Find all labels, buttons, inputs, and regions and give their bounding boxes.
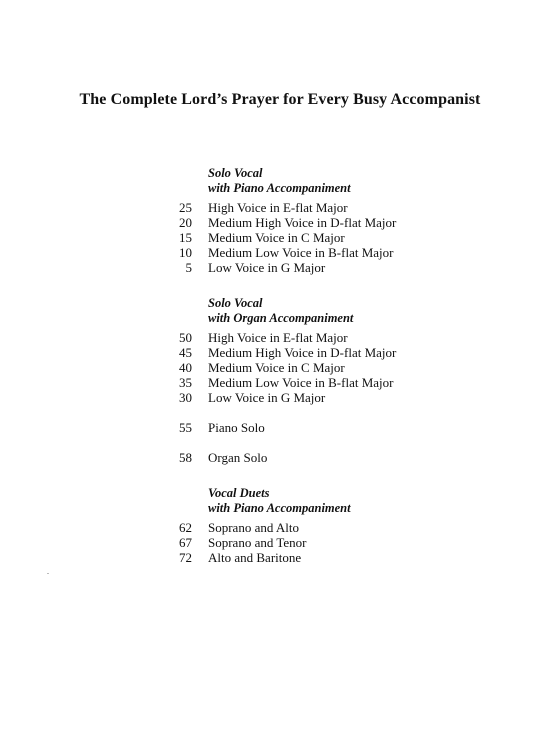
page-number: 72 <box>179 550 192 565</box>
page-number: 62 <box>179 520 192 535</box>
section-heading-line: with Piano Accompaniment <box>208 181 351 195</box>
entry-title: Low Voice in G Major <box>208 390 326 405</box>
page-number: 40 <box>179 360 192 375</box>
entry-title: Medium Low Voice in B-flat Major <box>208 245 394 260</box>
page-number: 20 <box>179 215 192 230</box>
page-number: 25 <box>179 200 192 215</box>
entry-title: Medium Voice in C Major <box>208 230 345 245</box>
page-number: 50 <box>179 330 192 345</box>
entry-title: High Voice in E-flat Major <box>208 200 348 215</box>
page-number: 5 <box>185 260 192 275</box>
page-number: 58 <box>179 450 192 465</box>
section-heading-line: with Organ Accompaniment <box>208 311 354 325</box>
page-number: 10 <box>179 245 192 260</box>
entry-title: Soprano and Tenor <box>208 535 307 550</box>
entry-title: Organ Solo <box>208 450 268 465</box>
entry-title: Medium Low Voice in B-flat Major <box>208 375 394 390</box>
page-number: 67 <box>179 535 192 550</box>
entry-title: Medium Voice in C Major <box>208 360 345 375</box>
entry-title: Alto and Baritone <box>208 550 302 565</box>
entry-title: Low Voice in G Major <box>208 260 326 275</box>
entry-title: Medium High Voice in D-flat Major <box>208 215 397 230</box>
page-title: The Complete Lord’s Prayer for Every Busy Accompanist <box>79 91 481 108</box>
entry-title: Piano Solo <box>208 420 265 435</box>
page-number: 45 <box>179 345 192 360</box>
page-number: 15 <box>179 230 192 245</box>
page-number: 35 <box>179 375 192 390</box>
entry-title: Soprano and Alto <box>208 520 299 535</box>
section-heading-line: Solo Vocal <box>208 296 263 310</box>
section-heading-line: with Piano Accompaniment <box>208 501 351 515</box>
entry-title: Medium High Voice in D-flat Major <box>208 345 397 360</box>
entry-title: High Voice in E-flat Major <box>208 330 348 345</box>
page-number: 30 <box>179 390 192 405</box>
page-number: 55 <box>179 420 192 435</box>
section-heading-line: Vocal Duets <box>208 486 270 500</box>
section-heading-line: Solo Vocal <box>208 166 263 180</box>
scan-speck <box>47 573 49 574</box>
